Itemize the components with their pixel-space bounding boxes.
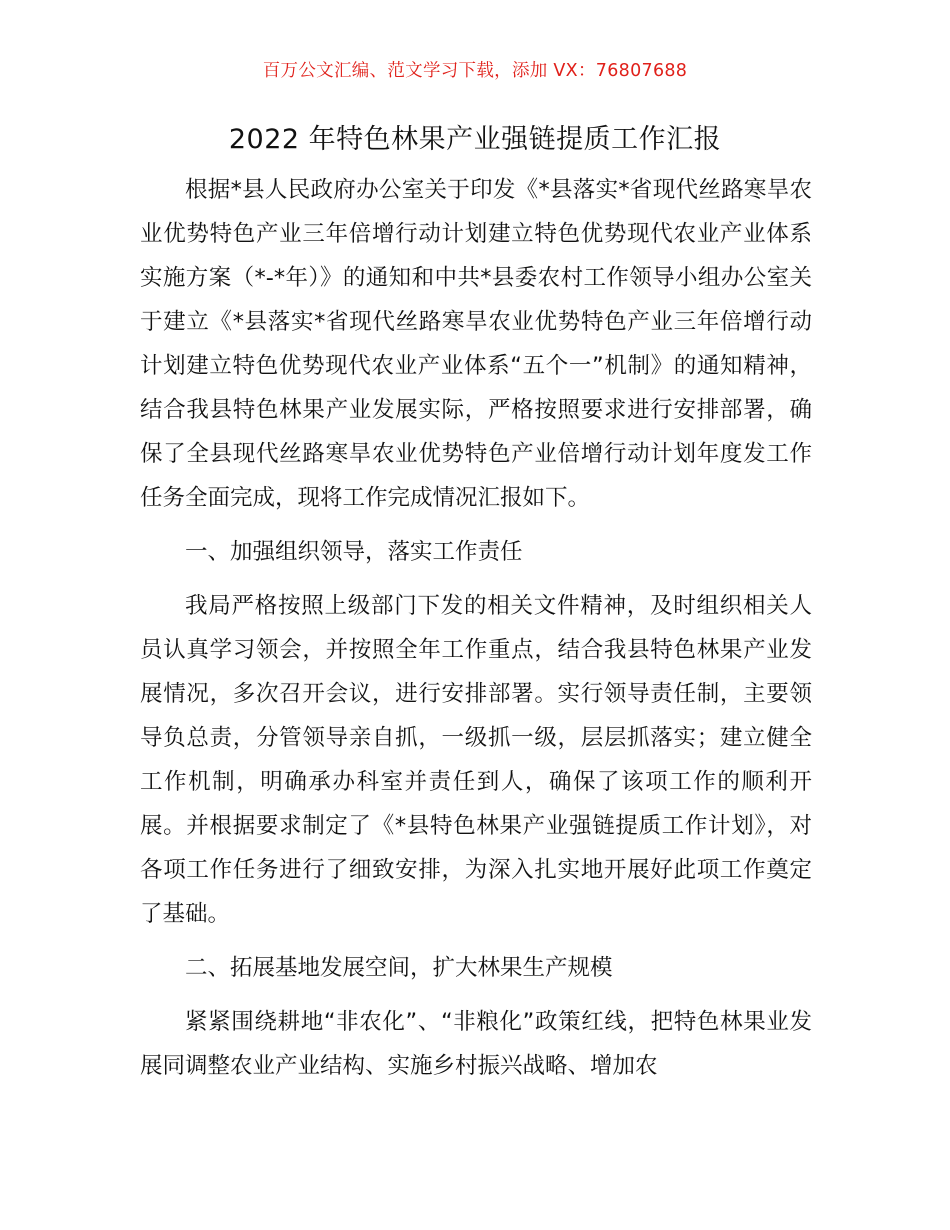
- document-title: 2022 年特色林果产业强链提质工作汇报: [228, 124, 722, 155]
- intro-paragraph: 根据*县人民政府办公室关于印发《*县落实*省现代丝路寒旱农业优势特色产业三年倍增行动计划建立特色优势现代农业产业体系实施方案（*-*年）》的通知和中共*县委农村工作领导小组办公室关于建立《*县落实*省现代丝路寒旱农业优势特色产业三年倍增行动计划建立特色优势现代农业产业体系“五个一”机制》的通知精神，结合我县特色林果产业发展实际，严格按照要求进行安排部署，确保了全县现代丝路寒旱农业优势特色产业倍增行动计划年度发工作任务全面完成，现将工作完成情况汇报如下。: [140, 177, 812, 511]
- section-1-paragraph: 我局严格按照上级部门下发的相关文件精神，及时组织相关人员认真学习领会，并按照全年工作重点，结合我县特色林果产业发展情况，多次召开会议，进行安排部署。实行领导责任制，主要领导负总责，分管领导亲自抓，一级抓一级，层层抓落实；建立健全工作机制，明确承办科室并责任到人，确保了该项工作的顺利开展。并根据要求制定了《*县特色林果产业强链提质工作计划》，对各项工作任务进行了细致安排，为深入扎实地开展好此项工作奠定了基础。: [140, 593, 812, 927]
- watermark-text: 百万公文汇编、范文学习下载，添加 VX：76807688: [262, 61, 688, 81]
- section-2-paragraph: 紧紧围绕耕地“非农化”、“非粮化”政策红线，把特色林果业发展同调整农业产业结构、实施乡村振兴战略、增加农: [140, 1009, 812, 1079]
- section-heading-2: 二、拓展基地发展空间，扩大林果生产规模: [185, 955, 613, 981]
- section-heading-1: 一、加强组织领导，落实工作责任: [185, 539, 523, 565]
- document-body: [140, 168, 812, 1088]
